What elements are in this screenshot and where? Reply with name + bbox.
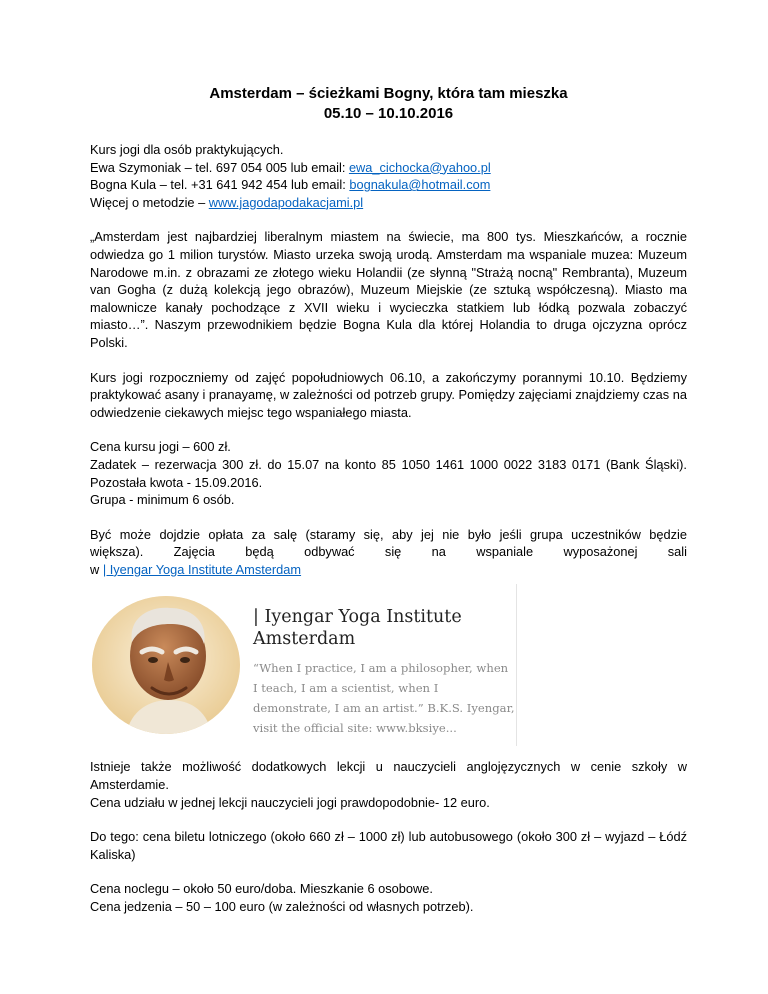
title-line-1: Amsterdam – ścieżkami Bogny, która tam mieszka [209,85,568,102]
course-price: Cena kursu jogi – 600 zł. [90,439,231,455]
group-size: Grupa - minimum 6 osób. [90,492,235,508]
hall-paragraph [90,526,687,579]
food-price: Cena jedzenia – 50 – 100 euro (w zależności od własnych potrzeb). [90,899,474,915]
contact-ewa-text: Ewa Szymoniak – tel. 697 054 005 lub email: [90,159,349,175]
contacts-block [90,141,687,211]
portrait-photo-icon [92,596,240,734]
document-page [90,84,687,916]
method-info [90,194,687,212]
document-title [90,84,687,124]
email-link-ewa[interactable]: ewa_cichocka@yahoo.pl [348,159,491,175]
card-description: “When I practice, I am a philosopher, when I teach, I am a scientist, when I demonstrate, I am an artist.” B.K.S. Iyengar, visit the official site: www.bksiye... [253,661,515,736]
course-intro: Kurs jogi dla osób praktykujących. [90,142,284,157]
iyengar-institute-link[interactable]: | Iyengar Yoga Institute Amsterdam [102,561,302,577]
contact-bogna [90,176,687,194]
stay-block [90,880,687,915]
card-title[interactable]: | Iyengar Yoga Institute Amsterdam [253,607,462,650]
amsterdam-quote: „Amsterdam jest najbardziej liberalnym miastem na świecie, ma 800 tys. Mieszkańców, a rocznie odwiedza go 1 milion turystów. Miasto urzeka swoją urodą. Amsterdam ma wspaniale muzea: Muzeum Narodowe m.in. z obrazami ze złotego wieku Holandii (ze słynną "Strażą nocną" Rembranta), Muzeum van Gogha (z dużą kolekcją jego obrazów), Muzeum Miejskie (ze sztuką współczesną). Miasto ma malownicze kanały pochodzące z XVII wieku i wycieczka statkiem lub łódką pozwala zobaczyć miasto…”. Naszym przewodnikiem będzie Bogna Kula dla której Holandia to druga ojczyzna oprócz Polski. [90,229,687,350]
website-link[interactable]: www.jagodapodakacjami.pl [208,194,364,210]
title-line-2: 05.10 – 10.10.2016 [323,105,454,122]
contact-bogna-text: Bogna Kula – tel. +31 641 942 454 lub email: [90,177,350,193]
hall-line-3 [90,561,687,579]
method-info-text: Więcej o metodzie – [90,194,209,210]
extra-lessons-block [90,758,687,811]
travel-cost: Do tego: cena biletu lotniczego (około 660 zł – 1000 zł) lub autobusowego (około 300 zł – wyjazd – Łódź Kaliska) [90,829,687,862]
lesson-price: Cena udziału w jednej lekcji nauczycieli jogi prawdopodobnie- 12 euro. [90,794,490,810]
schedule-paragraph: Kurs jogi rozpoczniemy od zajęć popołudniowych 06.10, a zakończymy porannymi 10.10. Będziemy praktykować asany i pranayamę, w zależności od potrzeb grupy. Pomiędzy zajęciami znajdziemy czas na odwiedzenie ciekawych miejsc tego wspaniałego miasta. [90,369,687,420]
pricing-block [90,438,687,508]
contact-ewa [90,159,687,177]
hall-line-2: większa). Zajęcia będą odbywać się na wspaniale wyposażonej sali [90,544,687,560]
hall-line-3-prefix: w [90,561,103,577]
email-link-bogna[interactable]: bognakula@hotmail.com [349,177,491,193]
link-preview-card[interactable] [90,584,517,746]
extra-lessons-info: Istnieje także możliwość dodatkowych lekcji u nauczycieli anglojęzycznych w cenie szkoły w Amsterdamie. [90,759,687,793]
lodging-price: Cena noclegu – około 50 euro/doba. Mieszkanie 6 osobowe. [90,881,433,897]
hall-line-1: Być może dojdzie opłata za salę (staramy się, aby jej nie było jeśli grupa uczestników będzie [90,526,687,542]
deposit-info: Zadatek – rezerwacja 300 zł. do 15.07 na konto 85 1050 1461 1000 0022 3183 0171 (Bank Śląski). Pozostała kwota - 15.09.2016. [90,456,687,490]
